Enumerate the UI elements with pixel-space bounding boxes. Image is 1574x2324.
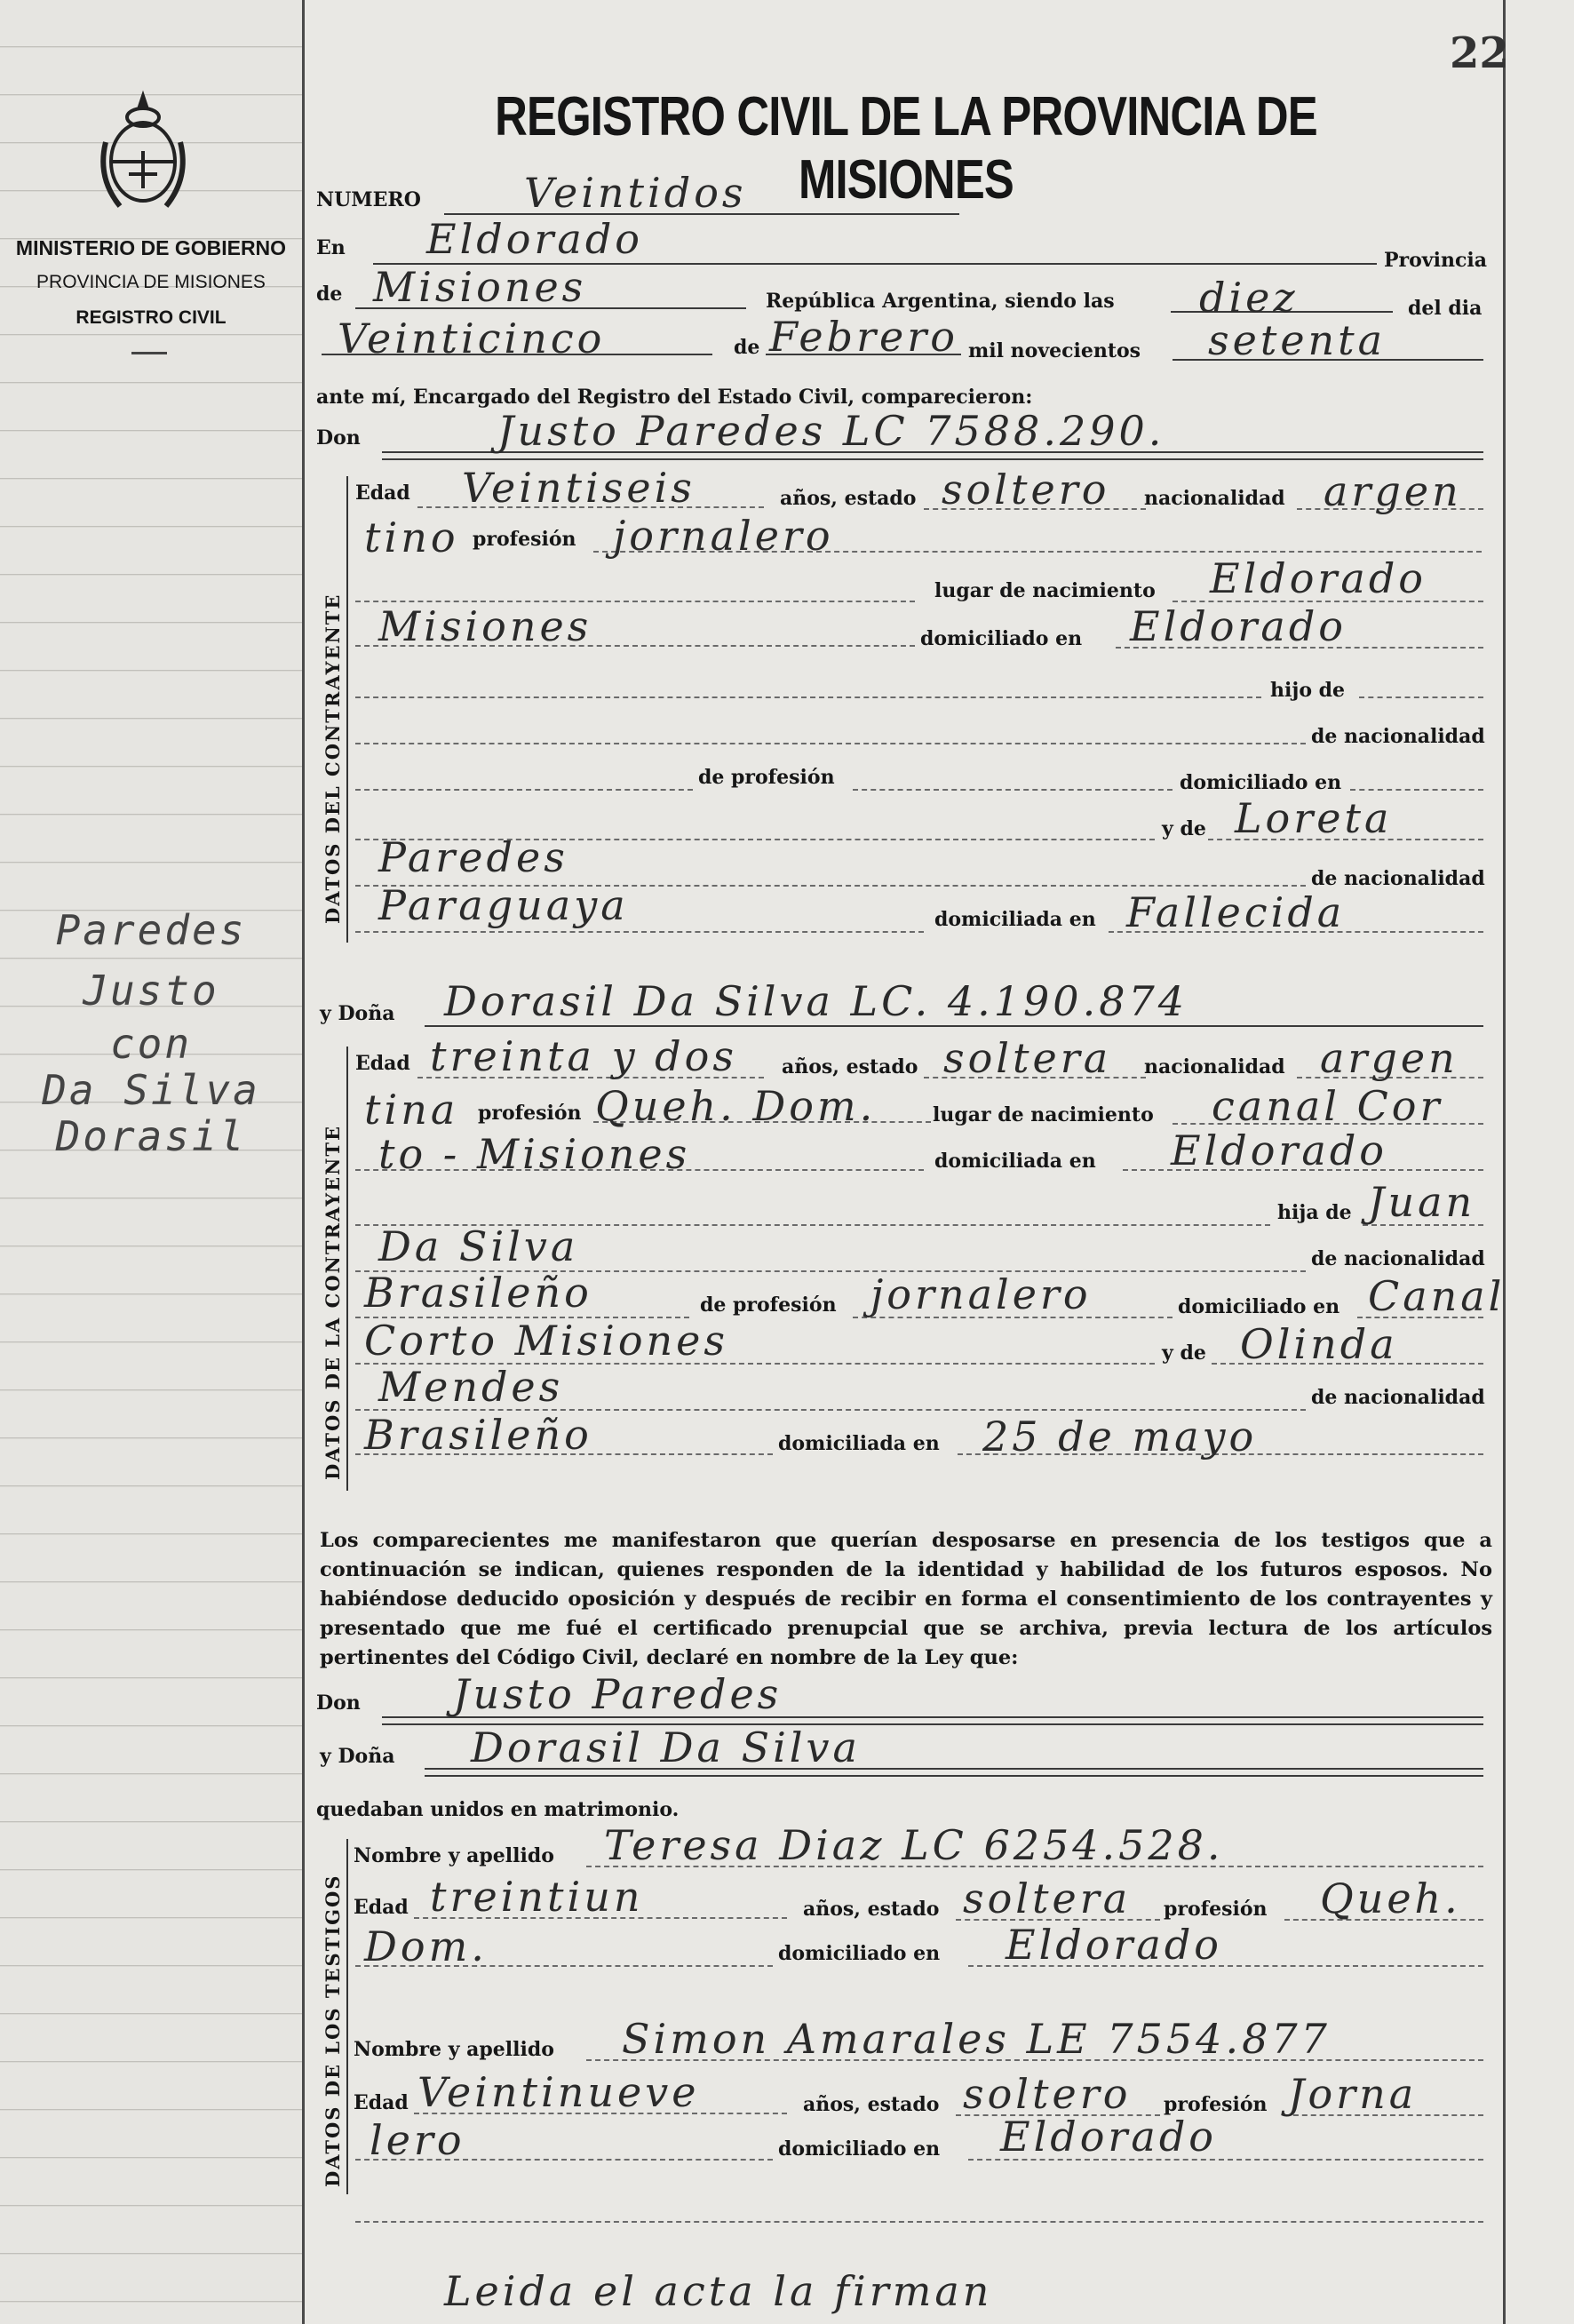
hw-domic2: Eldorado bbox=[1171, 1126, 1387, 1174]
label-numero: NUMERO bbox=[316, 188, 421, 211]
label-nacionalidad: nacionalidad bbox=[1144, 487, 1285, 510]
label-domiciliado: domiciliado en bbox=[778, 2137, 941, 2161]
margin-note-line: Da Silva bbox=[42, 1066, 260, 1114]
section-bracket bbox=[346, 476, 348, 943]
label-del-dia: del dia bbox=[1408, 297, 1483, 320]
hw-nac2a: argen bbox=[1320, 1034, 1459, 1082]
field-line bbox=[355, 2159, 773, 2161]
hw-madre1dom: Fallecida bbox=[1126, 888, 1346, 936]
side-label-contrayente-f: DATOS DE LA CONTRAYENTE bbox=[322, 1124, 344, 1480]
side-label-contrayente: DATOS DEL CONTRAYENTE bbox=[322, 593, 344, 924]
hw-anio: setenta bbox=[1208, 316, 1387, 364]
hw-edad2: treinta y dos bbox=[430, 1032, 737, 1080]
hw-edad1: Veintiseis bbox=[462, 464, 696, 512]
label-profesion: profesión bbox=[473, 528, 576, 551]
margin-note-line: Dorasil bbox=[55, 1112, 247, 1160]
label-de-nac: de nacionalidad bbox=[1311, 1386, 1485, 1409]
section-bracket bbox=[346, 1839, 348, 2194]
label-de-profesion: de profesión bbox=[698, 766, 835, 789]
hw-nac1a: argen bbox=[1324, 467, 1462, 515]
label-hijo-de: hijo de bbox=[1270, 679, 1346, 702]
hw-t2estado: soltero bbox=[963, 2070, 1132, 2118]
label-anos-estado: años, estado bbox=[803, 2093, 940, 2116]
hw-domic1: Eldorado bbox=[1130, 602, 1347, 650]
hw-padre2: Juan bbox=[1368, 1178, 1476, 1226]
left-margin-column bbox=[0, 0, 302, 2324]
hw-prof1: jornalero bbox=[613, 512, 834, 560]
label-domiciliada: domiciliada en bbox=[934, 908, 1096, 931]
label-y-de: y de bbox=[1162, 1341, 1206, 1365]
label-don: Don bbox=[316, 426, 361, 450]
label-hija-de: hija de bbox=[1277, 1201, 1352, 1224]
side-label-testigos: DATOS DE LOS TESTIGOS bbox=[322, 1874, 344, 2187]
hw-lugar2b: to - Misiones bbox=[378, 1130, 691, 1178]
hw-t2edad: Veintinueve bbox=[417, 2068, 700, 2116]
margin-note-line: con bbox=[109, 1020, 193, 1068]
hw-padre2domb: Corto Misiones bbox=[364, 1317, 728, 1365]
label-lugar-nac: lugar de nacimiento bbox=[934, 579, 1156, 602]
label-de-nac: de nacionalidad bbox=[1311, 1247, 1485, 1270]
hw-t1dom: Eldorado bbox=[1006, 1921, 1222, 1969]
field-line bbox=[355, 696, 1261, 698]
field-line bbox=[355, 789, 693, 791]
field-line bbox=[1359, 696, 1483, 698]
margin-note-line: Justo bbox=[83, 967, 219, 1015]
hw-lugar1: Eldorado bbox=[1210, 554, 1427, 602]
label-domiciliado: domiciliado en bbox=[920, 627, 1083, 650]
label-domiciliada: domiciliada en bbox=[778, 1432, 940, 1455]
field-line bbox=[1350, 789, 1483, 791]
field-line bbox=[355, 743, 1306, 744]
label-edad: Edad bbox=[354, 2091, 409, 2114]
hw-don2: Justo Paredes bbox=[453, 1670, 783, 1718]
hw-de: Misiones bbox=[373, 263, 587, 311]
hw-t1nombre: Teresa Diaz LC 6254.528. bbox=[604, 1821, 1224, 1869]
label-edad: Edad bbox=[354, 1896, 409, 1919]
hw-madre1nac: Paraguaya bbox=[378, 881, 629, 929]
hw-hora: diez bbox=[1199, 274, 1299, 322]
field-line bbox=[425, 1025, 1483, 1027]
hw-dona2: Dorasil Da Silva bbox=[471, 1723, 861, 1771]
label-anos-estado: años, estado bbox=[782, 1055, 918, 1078]
label-de-mes: de bbox=[734, 336, 760, 359]
hw-mes: Febrero bbox=[769, 313, 958, 361]
hw-padre2nac: Brasileño bbox=[364, 1269, 592, 1317]
hw-madre2: Olinda bbox=[1240, 1320, 1398, 1368]
ministry-dash bbox=[131, 352, 167, 354]
field-line bbox=[355, 1169, 924, 1171]
label-edad: Edad bbox=[355, 1052, 410, 1075]
field-line bbox=[355, 2221, 1483, 2223]
label-profesion: profesión bbox=[1164, 1898, 1268, 1921]
ministry-line-2: PROVINCIA DE MISIONES bbox=[36, 272, 266, 292]
ministry-line-1: MINISTERIO DE GOBIERNO bbox=[15, 236, 287, 259]
hw-padre2dom: Canal bbox=[1368, 1272, 1506, 1320]
label-y-de: y de bbox=[1162, 817, 1206, 840]
hw-t2dom: Eldorado bbox=[1000, 2113, 1217, 2161]
label-en: En bbox=[316, 236, 346, 259]
form-title: REGISTRO CIVIL DE LA PROVINCIA DE MISIONES bbox=[495, 86, 1317, 211]
hw-padre2prof: jornalero bbox=[870, 1270, 1092, 1318]
field-line bbox=[355, 931, 924, 933]
hw-prof2: Queh. Dom. bbox=[595, 1082, 877, 1130]
label-mil: mil novecientos bbox=[968, 339, 1141, 362]
label-domiciliada: domiciliada en bbox=[934, 1150, 1096, 1173]
label-de-profesion: de profesión bbox=[700, 1293, 837, 1317]
hw-leida: Leida el acta la firman bbox=[444, 2267, 993, 2315]
label-domiciliado: domiciliado en bbox=[778, 1942, 941, 1965]
field-line bbox=[355, 1965, 773, 1967]
hw-numero: Veintidos bbox=[524, 169, 747, 217]
ministry-line-3: REGISTRO CIVIL bbox=[76, 307, 227, 328]
hw-t2nombre: Simon Amarales LE 7554.877 bbox=[622, 2015, 1331, 2063]
label-quedaban: quedaban unidos en matrimonio. bbox=[316, 1798, 680, 1821]
label-lugar-nac: lugar de nacimiento bbox=[933, 1103, 1154, 1126]
label-don: Don bbox=[316, 1691, 361, 1715]
label-anos-estado: años, estado bbox=[803, 1898, 940, 1921]
field-line bbox=[853, 789, 1173, 791]
hw-estado1: soltero bbox=[942, 466, 1110, 513]
section-bracket bbox=[346, 1047, 348, 1491]
label-anos-estado: años, estado bbox=[780, 487, 917, 510]
hw-estado2: soltera bbox=[943, 1034, 1112, 1082]
hw-t2prof: Jorna bbox=[1288, 2070, 1418, 2118]
label-republica: República Argentina, siendo las bbox=[766, 290, 1115, 313]
hw-madre2nac: Brasileño bbox=[364, 1411, 592, 1459]
hw-don: Justo Paredes LC 7588.290. bbox=[497, 407, 1165, 455]
label-de: de bbox=[316, 283, 343, 306]
hw-madre2b: Mendes bbox=[378, 1363, 564, 1411]
label-nombre-apellido: Nombre y apellido bbox=[354, 2038, 554, 2061]
hw-lugar2: canal Cor bbox=[1212, 1082, 1443, 1130]
hw-madre1b: Paredes bbox=[378, 833, 568, 881]
field-line bbox=[355, 645, 915, 647]
label-de-nac: de nacionalidad bbox=[1311, 867, 1485, 890]
hw-madre2dom: 25 de mayo bbox=[982, 1413, 1258, 1460]
label-edad: Edad bbox=[355, 482, 410, 505]
label-provincia: Provincia bbox=[1384, 249, 1487, 272]
hw-madre1: Loreta bbox=[1235, 794, 1393, 842]
right-rule bbox=[1503, 0, 1506, 2324]
label-y-dona: y Doña bbox=[320, 1745, 395, 1768]
margin-note-line: Paredes bbox=[55, 906, 247, 954]
hw-nac1b: tino bbox=[364, 513, 459, 561]
label-profesion: profesión bbox=[1164, 2093, 1268, 2116]
label-domiciliado2: domiciliado en bbox=[1178, 1295, 1340, 1318]
label-y-dona: y Doña bbox=[320, 1002, 395, 1025]
margin-rule bbox=[302, 0, 305, 2324]
label-nacionalidad: nacionalidad bbox=[1144, 1055, 1285, 1078]
hw-nac2b: tina bbox=[364, 1086, 459, 1134]
hw-dona: Dorasil Da Silva LC. 4.190.874 bbox=[444, 977, 1188, 1025]
label-nombre-apellido: Nombre y apellido bbox=[354, 1844, 554, 1867]
hw-dia: Veinticinco bbox=[338, 314, 606, 362]
field-line bbox=[355, 1453, 773, 1455]
hw-t1prof: Queh. bbox=[1320, 1874, 1461, 1922]
hw-en: Eldorado bbox=[426, 215, 643, 263]
declaration-paragraph: Los comparecientes me manifestaron que querían desposarse en presencia de los testigos que a continuación se indican, quienes responden de la identidad y habilidad de los futuros esposos. No habiéndose deducido oposición y después de recibir en forma el consentimiento de los contrayentes y presentado que me fué el certificado prenupcial que se archiva, previa lectura de los artículos pertinentes del Código Civil, declaré en nombre de la Ley que: bbox=[320, 1529, 1492, 1669]
field-line bbox=[425, 1775, 1483, 1777]
hw-t1profb: Dom. bbox=[364, 1922, 488, 1970]
hw-t1estado: soltera bbox=[963, 1874, 1132, 1922]
label-de-nac: de nacionalidad bbox=[1311, 725, 1485, 748]
hw-misiones1: Misiones bbox=[378, 602, 592, 650]
national-seal-icon bbox=[93, 89, 193, 222]
label-ante-mi: ante mí, Encargado del Registro del Estado Civil, comparecieron: bbox=[316, 386, 1033, 409]
hw-padre2b: Da Silva bbox=[378, 1222, 579, 1270]
label-domiciliado2: domiciliado en bbox=[1180, 771, 1342, 794]
page-number: 22 bbox=[1450, 28, 1509, 78]
label-profesion: profesión bbox=[478, 1102, 582, 1125]
hw-t1edad: treintiun bbox=[430, 1873, 644, 1921]
hw-t2profb: lero bbox=[370, 2116, 465, 2164]
field-line bbox=[382, 458, 1483, 460]
